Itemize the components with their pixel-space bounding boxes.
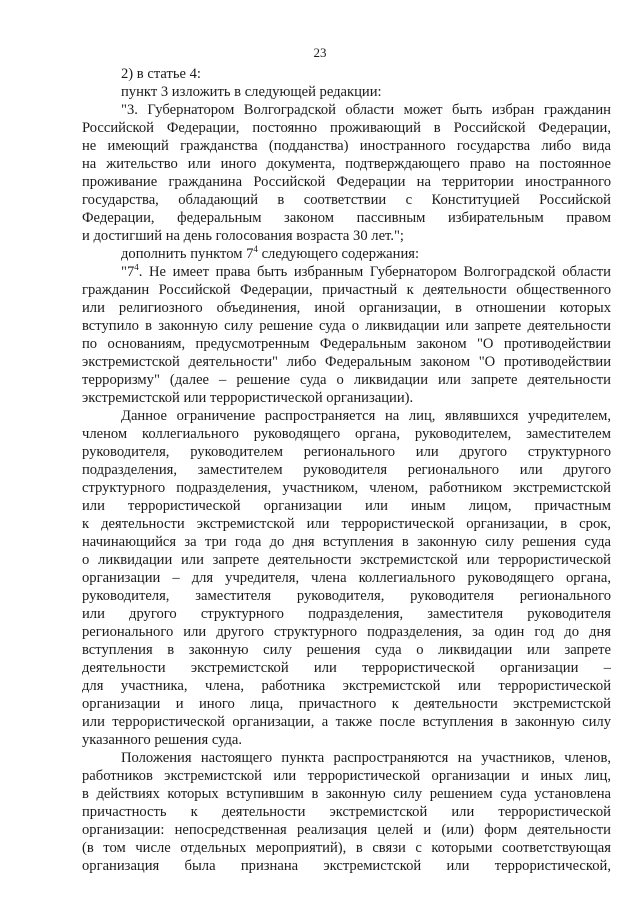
text-line: по основаниям, предусмотренным Федеральным законом "О противодействии: [82, 336, 611, 352]
text-line: руководителя, заместителя руководителя, руководителя регионального: [82, 588, 611, 604]
text-line: работников экстремистской или террористической организации и иных лиц,: [82, 768, 611, 784]
text-line: дополнить пунктом $7^4$ следующего содержания:: [121, 244, 420, 262]
text-line: гражданин Российской Федерации, причастный к деятельности общественного: [82, 282, 611, 298]
text-line: "$7^4$. Не имеет права быть избранным Губернатором Волгоградской области: [121, 264, 611, 280]
text-line: в действиях которых вступившим в законную силу решением суда установлена: [82, 786, 611, 802]
text-line: "3. Губернатором Волгоградской области может быть избран гражданин: [121, 102, 611, 118]
text-line: организации и иного лица, причастного к деятельности экстремистской: [82, 696, 611, 712]
text-line: проживание гражданина Российской Федерации на территории иностранного: [82, 174, 611, 190]
text-line: государства, обладающий в соответствии с Конституцией Российской: [82, 192, 611, 208]
text-line: экстремистской деятельности" либо Федеральным законом "О противодействии: [82, 354, 611, 370]
text-line: к деятельности экстремистской или террористической организации, в срок,: [82, 516, 611, 532]
text-line: указанного решения суда.: [82, 732, 243, 748]
text-line: или другого структурного подразделения, заместителя руководителя: [82, 606, 611, 622]
text-line: вступило в законную силу решение суда о ликвидации или запрете деятельности: [82, 318, 611, 334]
text-line: причастность к деятельности экстремистской или террористической: [82, 804, 611, 820]
text-line: организации: непосредственная реализация целей и (или) форм деятельности: [82, 822, 611, 838]
text-line: членом коллегиального руководящего органа, руководителем, заместителем: [82, 426, 611, 442]
text-line: начинающийся за три года до дня вступления в законную силу решения суда: [82, 534, 611, 550]
text-line: Положения настоящего пункта распространяются на участников, членов,: [121, 750, 611, 766]
text-line: на жительство или иного документа, подтверждающего право на постоянное: [82, 156, 611, 172]
text-line: не имеющий гражданства (подданства) иностранного государства либо вида: [82, 138, 611, 154]
text-line: Российской Федерации, постоянно проживающий в Российской Федерации,: [82, 120, 611, 136]
text-line: пункт 3 изложить в следующей редакции:: [121, 84, 382, 100]
text-line: или террористической организации или иным лицом, причастным: [82, 498, 611, 514]
text-line: Данное ограничение распространяется на лиц, являвшихся учредителем,: [121, 408, 611, 424]
text-line: о ликвидации или запрете деятельности экстремистской или террористической: [82, 552, 611, 568]
text-line: для участника, члена, работника экстремистской или террористической: [82, 678, 611, 694]
text-line: вступления в законную силу решения суда о ликвидации или запрете: [82, 642, 611, 658]
text-line: или религиозного объединения, иной организации, в отношении которых: [82, 300, 611, 316]
text-line: деятельности экстремистской или террористической организации –: [82, 660, 611, 676]
page-number: 23: [313, 45, 327, 60]
text-line: структурного подразделения, участником, членом, работником экстремистской: [82, 480, 611, 496]
text-line: или террористической организации, а также после вступления в законную силу: [82, 714, 611, 730]
text-line: руководителя, руководителем регионального или другого структурного: [82, 444, 611, 460]
text-line: Федерации, федеральным законом пассивным избирательным правом: [82, 210, 611, 226]
text-line: (в том числе отдельных мероприятий), в связи с которыми соответствующая: [82, 840, 611, 856]
text-line: организации – для учредителя, члена коллегиального руководящего органа,: [82, 570, 611, 586]
text-line: терроризму" (далее – решение суда о ликвидации или запрете деятельности: [82, 372, 611, 388]
text-line: экстремистской или террористической организации).: [82, 390, 414, 406]
text-line: и достигший на день голосования возраста 30 лет.";: [82, 228, 404, 244]
text-line: регионального или другого структурного подразделения, за один год до дня: [82, 624, 611, 640]
text-line: организация была признана экстремистской или террористической,: [82, 858, 611, 874]
text-line: подразделения, заместителем руководителя регионального или другого: [82, 462, 611, 478]
text-line: 2) в статье 4:: [121, 66, 201, 82]
